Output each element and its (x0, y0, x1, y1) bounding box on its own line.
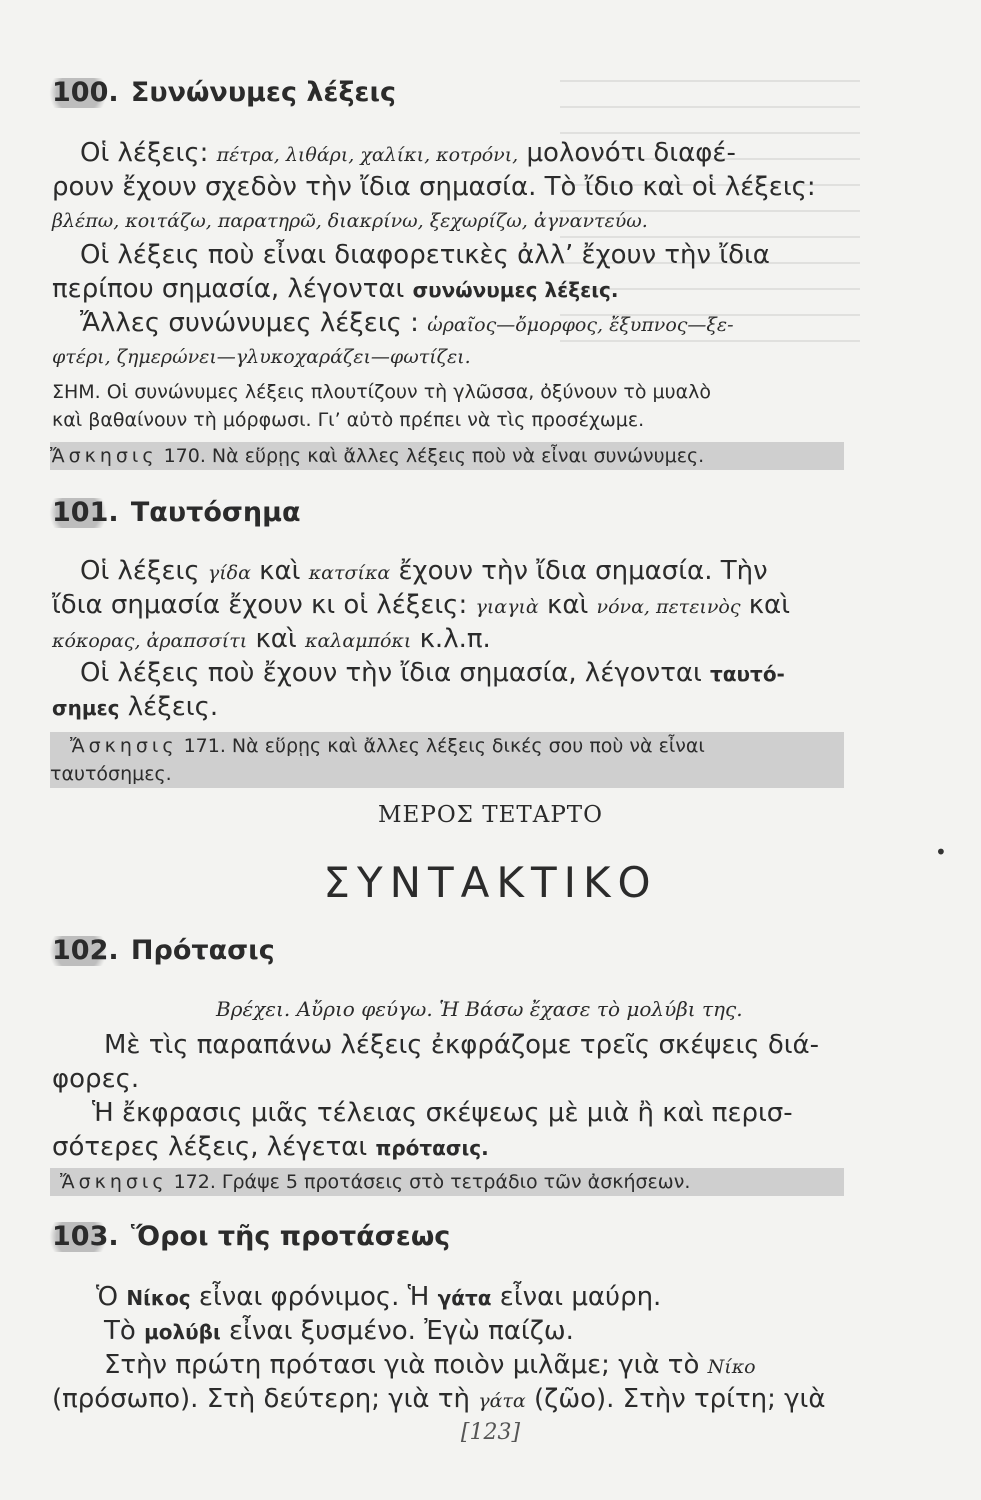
exercise-label: Ἄσκησις (60, 1171, 168, 1193)
section-101-heading (52, 498, 852, 528)
text: εἶναι φρόνιμος. Ἡ (190, 1282, 438, 1312)
paragraph-line (52, 692, 852, 723)
text: Οἱ λέξεις ποὺ ἔχουν τὴν ἴδια σημασία, λέγονται (80, 658, 711, 688)
paragraph-line: βλέπω, κοιτάζω, παρατηρῶ, διακρίνω, ξεχωρίζω, ἀγναντεύω. (52, 210, 648, 232)
paragraph-line: ρουν ἔχουν σχεδὸν τὴν ἴδια σημασία. Τὸ ἴδιο καὶ οἱ λέξεις: (52, 172, 816, 202)
example-sentences: Βρέχει. Αὔριο φεύγω. Ἡ Βάσω ἔχασε τὸ μολύβι της. (216, 997, 743, 1021)
margin-mark: • (935, 840, 947, 864)
bold-term: σημες (52, 696, 120, 720)
note-label: ΣΗΜ. (52, 381, 101, 403)
section-number: 102. (48, 936, 123, 966)
text: ἔχουν τὴν ἴδια σημασία. Τὴν (390, 556, 768, 586)
text: λέξεις. (119, 692, 219, 722)
part-title: ΣΥΝΤΑΚΤΙΚΟ (323, 858, 658, 907)
italic-text: ὡραῖος—ὄμορφος, ἔξυπνος—ξε- (427, 314, 734, 336)
text: καὶ (250, 556, 309, 586)
section-number: 100. (48, 78, 123, 108)
italic-text: κόκορας, ἀραπσσίτι (52, 630, 248, 652)
paragraph-line (52, 1384, 852, 1416)
bold-term: ταυτό- (710, 662, 785, 686)
text: σότερες λέξεις, λέγεται (52, 1132, 376, 1162)
exercise-172 (50, 1168, 844, 1196)
section-102-heading (52, 936, 852, 966)
paragraph-line (104, 1350, 904, 1382)
paragraph-line: Οἱ λέξεις ποὺ εἶναι διαφορετικὲς ἀλλ’ ἔχουν τὴν ἴδια (80, 240, 770, 270)
section-number: 101. (48, 498, 123, 528)
paragraph-line (52, 1132, 852, 1163)
paragraph-line: Ἡ ἔκφρασις μιᾶς τέλειας σκέψεως μὲ μιὰ ἢ καὶ περισ- (92, 1098, 793, 1128)
exercise-text: 171. Νὰ εὕρῃς καὶ ἄλλες λέξεις δικές σου ποὺ νὰ εἶναι (177, 735, 705, 757)
bold-term: γάτα (437, 1286, 492, 1310)
text: Τὸ (104, 1316, 145, 1346)
paragraph-line (104, 1316, 904, 1347)
section-number: 103. (48, 1222, 123, 1252)
text: Οἱ λέξεις: (80, 138, 217, 168)
bold-term: πρότασις. (375, 1136, 489, 1160)
paragraph-line (80, 138, 880, 170)
text: μολονότι διαφέ- (518, 138, 736, 168)
text: κ.λ.π. (411, 624, 491, 654)
exercise-label: Ἄσκησις (50, 445, 158, 467)
text: Ἄλλες συνώνυμες λέξεις : (80, 308, 428, 338)
paragraph-line (80, 556, 880, 588)
section-103-heading (52, 1222, 852, 1252)
exercise-170 (50, 442, 844, 470)
text: ἴδια σημασία ἔχουν κι οἱ λέξεις: (52, 590, 476, 620)
italic-text: νόνα, πετεινὸς (596, 596, 741, 618)
text: καὶ (538, 590, 597, 620)
page-number: [123] (460, 1420, 521, 1445)
text: εἶναι ξυσμένο. Ἐγὼ παίζω. (220, 1316, 574, 1346)
paragraph-line (52, 274, 852, 305)
note-line: καὶ βαθαίνουν τὴ μόρφωσι. Γι’ αὐτὸ πρέπει νὰ τὶς προσέχωμε. (52, 409, 645, 431)
bold-term: μολύβι (144, 1320, 221, 1344)
paragraph-line: φορες. (52, 1064, 140, 1094)
italic-text: Νίκο (707, 1356, 756, 1378)
text: (ζῶο). Στὴν τρίτη; γιὰ (525, 1384, 826, 1414)
section-title: Πρότασις (130, 935, 275, 966)
italic-text: γάτα (478, 1390, 526, 1412)
exercise-text: 172. Γράψε 5 προτάσεις στὸ τετράδιο τῶν ἀσκήσεων. (167, 1171, 691, 1193)
paragraph-line (52, 590, 852, 622)
section-title: Ταυτόσημα (130, 497, 301, 528)
exercise-171 (50, 732, 844, 788)
italic-text: πέτρα, λιθάρι, χαλίκι, κοτρόνι, (216, 144, 519, 166)
section-title: Συνώνυμες λέξεις (130, 77, 396, 108)
part-heading: ΜΕΡΟΣ ΤΕΤΑΡΤΟ (378, 802, 603, 828)
italic-text: γιαγιὰ (475, 596, 539, 618)
text: καὶ (247, 624, 305, 654)
text: εἶναι μαύρη. (491, 1282, 662, 1312)
section-title: Ὅροι τῆς προτάσεως (130, 1221, 451, 1252)
note-line (52, 380, 852, 404)
paragraph-line: φτέρι, ζημερώνει—γλυκοχαράζει—φωτίζει. (52, 346, 471, 368)
italic-text: γίδα (207, 562, 251, 584)
paragraph-line (80, 658, 880, 689)
exercise-label: Ἄσκησις (70, 735, 178, 757)
exercise-text: ταυτόσημες. (50, 763, 172, 785)
paragraph-line: Μὲ τὶς παραπάνω λέξεις ἐκφράζομε τρεῖς σκέψεις διά- (104, 1030, 820, 1060)
paragraph-line (52, 624, 852, 656)
italic-text: καλαμπόκι (304, 630, 412, 652)
bold-term: συνώνυμες λέξεις. (412, 278, 619, 302)
text: Ὁ (96, 1282, 127, 1312)
text: (πρόσωπο). Στὴ δεύτερη; γιὰ τὴ (52, 1384, 479, 1414)
section-100-heading (52, 78, 852, 108)
paragraph-line (96, 1282, 896, 1313)
exercise-text: 170. Νὰ εὕρῃς καὶ ἄλλες λέξεις ποὺ νὰ εἶναι συνώνυμες. (157, 445, 705, 467)
text: καὶ (740, 590, 790, 620)
italic-text: κατσίκα (308, 562, 391, 584)
text: περίπου σημασία, λέγονται (52, 274, 413, 304)
text: Οἱ συνώνυμες λέξεις πλουτίζουν τὴ γλῶσσα, ὀξύνουν τὸ μυαλὸ (100, 381, 711, 403)
bold-term: Νίκος (126, 1286, 191, 1310)
paragraph-line (80, 308, 880, 340)
text: Οἱ λέξεις (80, 556, 208, 586)
text: Στὴν πρώτη πρότασι γιὰ ποιὸν μιλᾶμε; γιὰ τὸ (104, 1350, 708, 1380)
